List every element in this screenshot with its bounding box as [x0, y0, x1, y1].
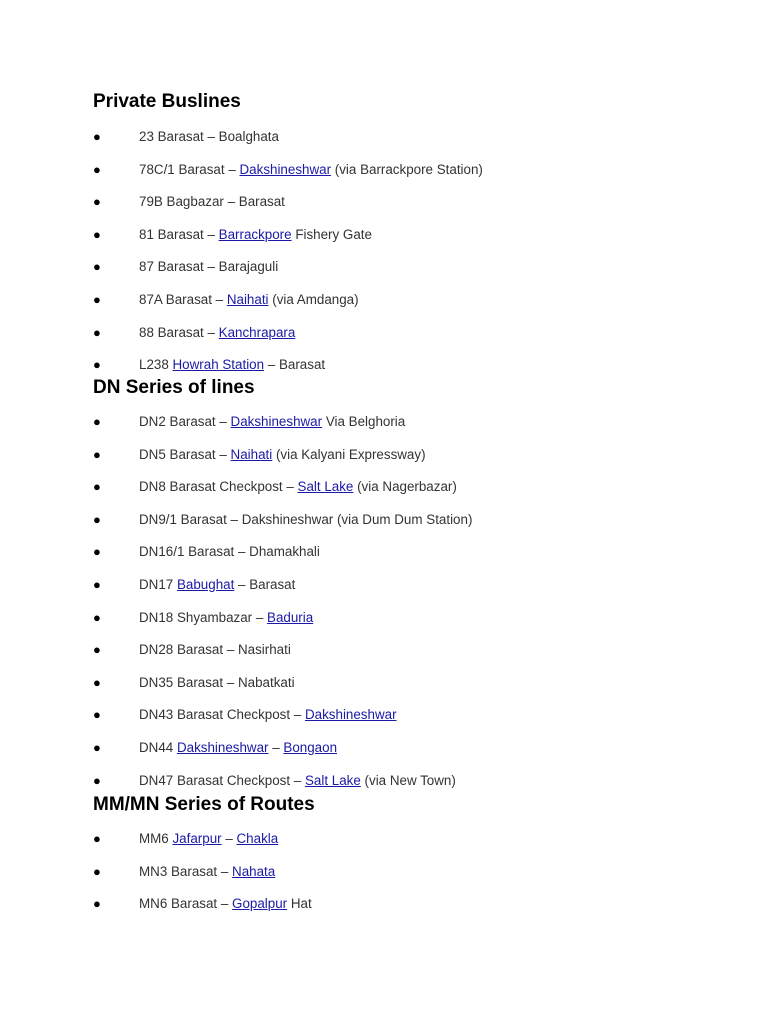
route-list-item: [93, 290, 733, 323]
route-text: – Barasat: [264, 357, 326, 373]
route-list-item: [93, 323, 733, 356]
bullet-icon: ●: [93, 707, 101, 723]
bullet-icon: ●: [93, 739, 101, 755]
place-link[interactable]: Baduria: [267, 609, 314, 625]
place-link[interactable]: Salt Lake: [304, 772, 361, 788]
bullet-icon: ●: [93, 772, 101, 788]
place-link[interactable]: Dakshineshwar: [239, 161, 332, 177]
bullet-icon: ●: [93, 324, 101, 340]
place-link[interactable]: Howrah Station: [172, 357, 265, 373]
route-text: Hat: [287, 896, 312, 912]
section-heading: Private Buslines: [93, 91, 241, 112]
route-list-item: [93, 738, 733, 771]
place-link[interactable]: Dakshineshwar: [304, 707, 397, 723]
place-link[interactable]: Naihati: [230, 446, 273, 462]
route-text: – Barasat: [234, 576, 296, 592]
route-text: MN3 Barasat –: [139, 863, 233, 879]
route-text: DN43 Barasat Checkpost –: [139, 707, 305, 723]
route-text: DN9/1 Barasat – Dakshineshwar (via Dum Dum Station): [139, 511, 473, 527]
bullet-icon: ●: [93, 863, 101, 879]
route-text: DN2 Barasat –: [139, 414, 231, 429]
route-text: MN6 Barasat –: [139, 896, 233, 912]
route-text: (via New Town): [360, 772, 456, 788]
place-link[interactable]: Dakshineshwar: [176, 739, 269, 755]
section-dn-series: [93, 376, 733, 803]
place-link[interactable]: Babughat: [176, 576, 235, 592]
route-text: (via Kalyani Expressway): [272, 446, 426, 462]
route-text: DN28 Barasat – Nasirhati: [139, 642, 291, 658]
route-text: DN44: [139, 739, 177, 755]
route-list-item: [93, 829, 733, 862]
route-list-item: [93, 575, 733, 608]
section-private-buslines: [93, 90, 733, 388]
bullet-icon: ●: [93, 259, 101, 275]
route-list-item: [93, 192, 733, 225]
route-list-item: [93, 412, 733, 445]
route-text: (via Amdanga): [268, 291, 359, 307]
route-list-item: [93, 608, 733, 641]
bullet-icon: ●: [93, 831, 101, 846]
route-list: [93, 829, 733, 927]
route-list-item: [93, 640, 733, 673]
section-mm-mn-series: [93, 793, 733, 927]
route-list-item: [93, 127, 733, 160]
place-link[interactable]: Jafarpur: [172, 831, 222, 846]
place-link[interactable]: Dakshineshwar: [230, 414, 323, 429]
bullet-icon: ●: [93, 129, 101, 144]
bullet-icon: ●: [93, 511, 101, 527]
route-text: L238: [139, 357, 173, 373]
place-link[interactable]: Barrackpore: [218, 226, 292, 242]
route-list-item: [93, 510, 733, 543]
route-text: 87 Barasat – Barajaguli: [139, 259, 279, 275]
bullet-icon: ●: [93, 479, 101, 495]
route-text: DN17: [139, 576, 177, 592]
route-text: Fishery Gate: [291, 226, 372, 242]
place-link[interactable]: Nahata: [232, 863, 276, 879]
route-list-item: [93, 225, 733, 258]
bullet-icon: ●: [93, 609, 101, 625]
place-link[interactable]: Kanchrapara: [218, 324, 296, 340]
route-text: (via Nagerbazar): [353, 479, 457, 495]
route-text: Via Belghoria: [322, 414, 406, 429]
section-heading: DN Series of lines: [93, 377, 255, 398]
place-link[interactable]: Salt Lake: [297, 479, 354, 495]
route-text: DN47 Barasat Checkpost –: [139, 772, 305, 788]
route-list-item: [93, 160, 733, 193]
route-list-item: [93, 445, 733, 478]
route-text: 78C/1 Barasat –: [139, 161, 240, 177]
bullet-icon: ●: [93, 161, 101, 177]
route-text: –: [268, 739, 284, 755]
bullet-icon: ●: [93, 446, 101, 462]
route-text: DN5 Barasat –: [139, 446, 231, 462]
bullet-icon: ●: [93, 544, 101, 560]
route-text: 81 Barasat –: [139, 226, 219, 242]
bullet-icon: ●: [93, 291, 101, 307]
route-list-item: [93, 673, 733, 706]
route-text: MM6: [139, 831, 173, 846]
route-list: [93, 412, 733, 803]
bullet-icon: ●: [93, 674, 101, 690]
route-list-item: [93, 257, 733, 290]
route-text: DN18 Shyambazar –: [139, 609, 268, 625]
bullet-icon: ●: [93, 194, 101, 210]
route-text: 87A Barasat –: [139, 291, 227, 307]
route-list: [93, 127, 733, 388]
route-list-item: [93, 477, 733, 510]
place-link[interactable]: Bongaon: [283, 739, 338, 755]
bullet-icon: ●: [93, 576, 101, 592]
bullet-icon: ●: [93, 642, 101, 658]
section-heading: MM/MN Series of Routes: [93, 794, 315, 815]
place-link[interactable]: Chakla: [236, 831, 279, 846]
route-text: –: [221, 831, 237, 846]
route-text: 88 Barasat –: [139, 324, 219, 340]
bullet-icon: ●: [93, 226, 101, 242]
route-text: DN35 Barasat – Nabatkati: [139, 674, 295, 690]
route-list-item: [93, 862, 733, 895]
route-text: 79B Bagbazar – Barasat: [139, 194, 285, 210]
route-list-item: [93, 894, 733, 927]
bullet-icon: ●: [93, 357, 101, 373]
route-text: (via Barrackpore Station): [331, 161, 483, 177]
bullet-icon: ●: [93, 414, 101, 429]
bullet-icon: ●: [93, 896, 101, 912]
place-link[interactable]: Naihati: [226, 291, 269, 307]
route-list-item: [93, 542, 733, 575]
place-link[interactable]: Gopalpur: [232, 896, 288, 912]
route-text: DN8 Barasat Checkpost –: [139, 479, 298, 495]
route-text: DN16/1 Barasat – Dhamakhali: [139, 544, 320, 560]
route-list-item: [93, 705, 733, 738]
route-text: 23 Barasat – Boalghata: [139, 129, 279, 144]
